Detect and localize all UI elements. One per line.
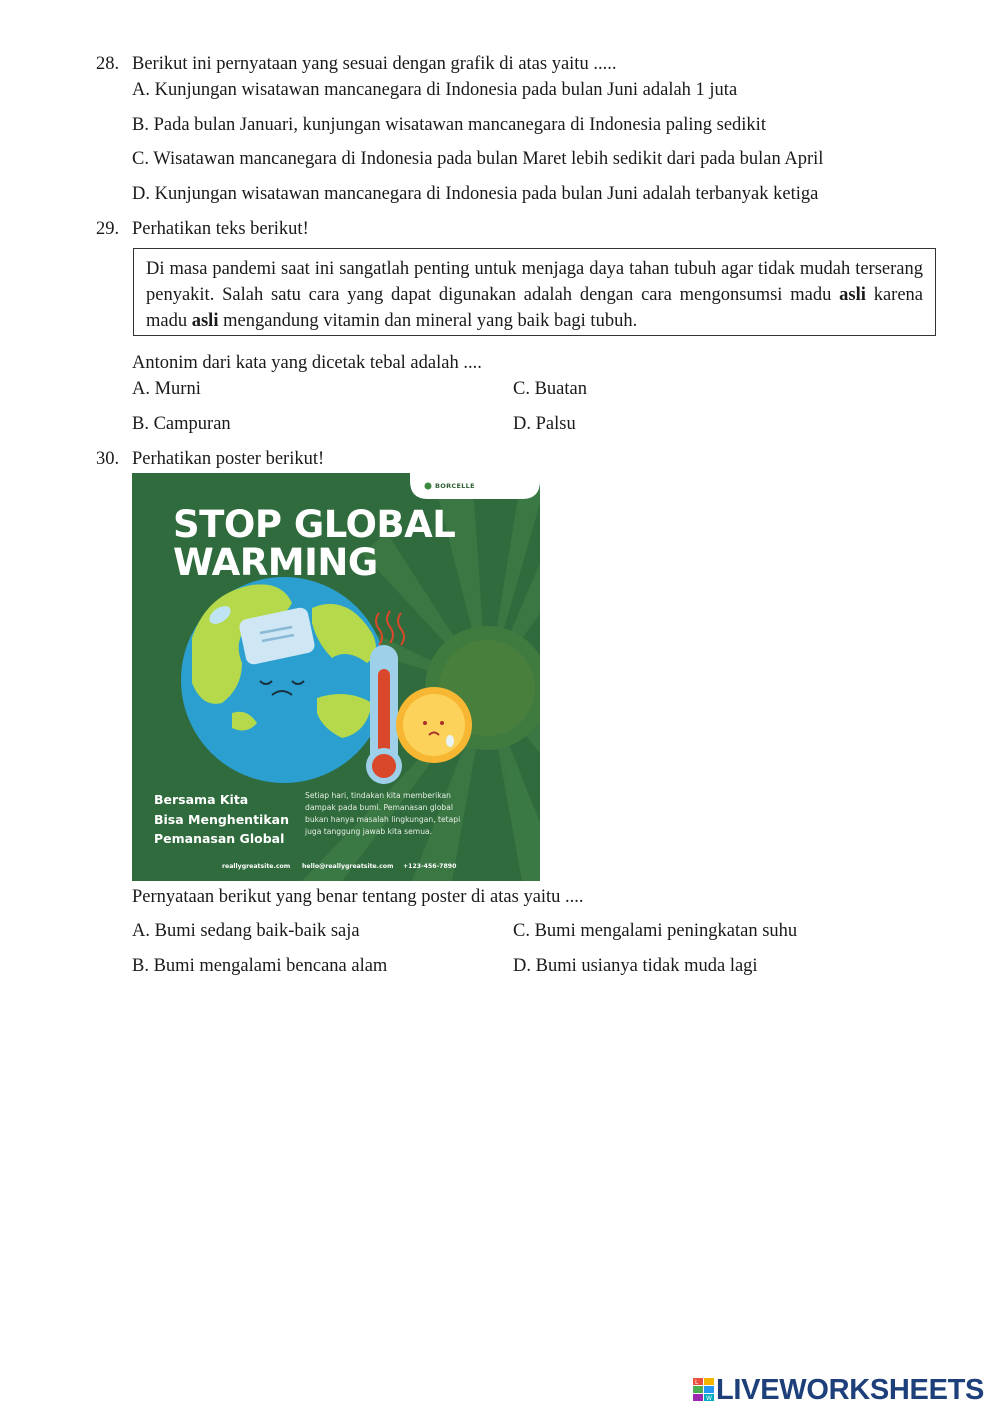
question-29-number: 29.: [96, 219, 120, 239]
passage-part-3: mengandung vitamin dan mineral yang baik bagi tubuh.: [218, 311, 638, 331]
q28-option-a[interactable]: A. Kunjungan wisatawan mancanegara di Indonesia pada bulan Juni adalah 1 juta: [132, 80, 738, 100]
question-30-number: 30.: [96, 449, 120, 469]
question-28-text: Berikut ini pernyataan yang sesuai dengan grafik di atas yaitu .....: [132, 54, 617, 74]
question-28-number: 28.: [96, 54, 120, 74]
q29-option-b[interactable]: B. Campuran: [132, 414, 231, 434]
question-29-text: Antonim dari kata yang dicetak tebal adalah ....: [132, 353, 482, 373]
q28-option-d[interactable]: D. Kunjungan wisatawan mancanegara di Indonesia pada bulan Juni adalah terbanyak ketiga: [132, 184, 819, 204]
question-30-text: Pernyataan berikut yang benar tentang poster di atas yaitu ....: [132, 887, 584, 907]
global-warming-poster: [132, 473, 540, 881]
q28-option-b[interactable]: B. Pada bulan Januari, kunjungan wisatawan mancanegara di Indonesia paling sedikit: [132, 115, 766, 135]
q29-option-c[interactable]: C. Buatan: [513, 379, 587, 399]
bold-word-1: asli: [839, 285, 866, 305]
passage-part-2: karena madu: [146, 285, 924, 331]
q30-option-d[interactable]: D. Bumi usianya tidak muda lagi: [513, 956, 758, 976]
poster-subtitle: Bersama Kita Bisa Menghentikan Pemanasan Global: [154, 792, 289, 846]
logo-letter-l: L: [695, 1379, 699, 1386]
liveworksheets-logo-icon: [693, 1375, 715, 1405]
logo-letter-w: W: [706, 1395, 712, 1402]
poster-email: hello@reallygreatsite.com: [302, 863, 394, 870]
q30-option-a[interactable]: A. Bumi sedang baik-baik saja: [132, 921, 360, 941]
bold-word-2: asli: [191, 311, 219, 331]
passage-text: [146, 256, 923, 334]
poster-title: STOP GLOBAL WARMING: [173, 503, 456, 584]
passage-part-1: Di masa pandemi saat ini sangatlah penting untuk menjaga daya tahan tubuh agar tidak mudah terserang penyakit. Salah satu cara yang dapat digunakan adalah dengan cara mengonsumsi madu: [146, 259, 923, 305]
poster-description: Setiap hari, tindakan kita memberikan dampak pada bumi. Pemanasan global bukan hanya masalah lingkungan, tetapi juga tanggung jawab kita semua.: [305, 791, 461, 836]
liveworksheets-logo-text[interactable]: LIVEWORKSHEETS: [716, 1374, 985, 1406]
q29-option-d[interactable]: D. Palsu: [513, 414, 576, 434]
poster-website: reallygreatsite.com: [222, 863, 291, 870]
poster-phone: +123-456-7890: [403, 863, 457, 870]
question-29-intro: Perhatikan teks berikut!: [132, 219, 309, 239]
q30-option-c[interactable]: C. Bumi mengalami peningkatan suhu: [513, 921, 798, 941]
q28-option-c[interactable]: C. Wisatawan mancanegara di Indonesia pada bulan Maret lebih sedikit dari pada bulan April: [132, 149, 824, 169]
q30-option-b[interactable]: B. Bumi mengalami bencana alam: [132, 956, 388, 976]
passage-box: [133, 248, 936, 336]
q29-option-a[interactable]: A. Murni: [132, 379, 201, 399]
question-30-intro: Perhatikan poster berikut!: [132, 449, 325, 469]
poster-brand: BORCELLE: [435, 482, 475, 490]
